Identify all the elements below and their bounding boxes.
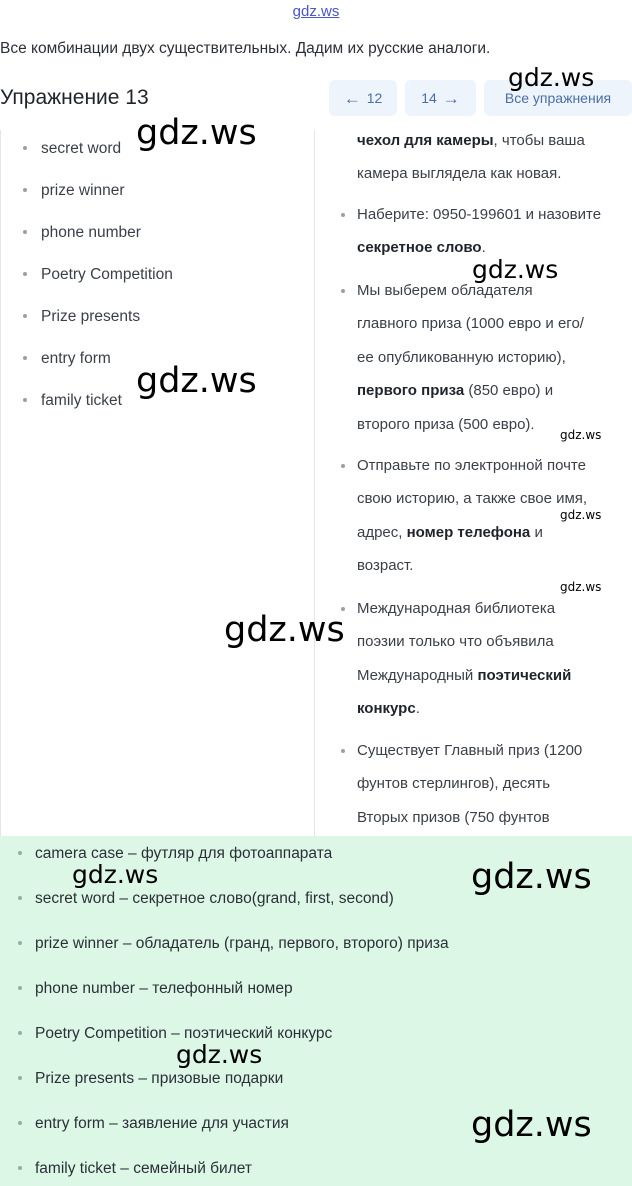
watermark: gdz.ws	[472, 255, 559, 284]
paragraph: Существует Главный приз (1200 фунтов стерлингов), десять Вторых призов (750 фунтов	[357, 742, 583, 826]
bullet-icon	[341, 464, 345, 468]
answer-item: family ticket – семейный билет	[18, 1160, 252, 1178]
list-item: secret word	[23, 140, 121, 158]
list-item: prize winner	[23, 182, 125, 200]
prev-exercise-label: 12	[366, 90, 383, 106]
page-title: Упражнение 13	[0, 86, 149, 109]
watermark: gdz.ws	[136, 361, 257, 401]
watermark: gdz.ws	[224, 610, 345, 650]
watermark: gdz.ws	[471, 1105, 592, 1145]
paragraph: Наберите: 0950-199601 и назовите секретное слово.	[357, 206, 602, 257]
list-item: Prize presents	[23, 308, 140, 326]
watermark: gdz.ws	[176, 1040, 263, 1069]
watermark: gdz.ws	[560, 508, 602, 522]
bullet-icon	[341, 213, 345, 217]
terms-column	[0, 130, 315, 836]
prev-exercise-button[interactable]	[329, 80, 397, 116]
paragraph: Международная библиотека поэзии только что объявила Международный поэтический конкурс.	[357, 600, 572, 718]
list-item: entry form	[23, 350, 111, 368]
arrow-right-icon: →	[442, 88, 460, 108]
answer-item: prize winner – обладатель (гранд, первого, второго) приза	[18, 935, 449, 953]
all-exercises-label: Все упражнения	[504, 90, 612, 106]
site-logo-link[interactable]: gdz.ws	[292, 3, 340, 20]
watermark: gdz.ws	[471, 857, 592, 897]
next-exercise-button[interactable]	[405, 80, 476, 116]
bullet-icon	[341, 289, 345, 293]
watermark: gdz.ws	[136, 113, 257, 153]
list-item: family ticket	[23, 392, 122, 410]
text-column	[316, 130, 632, 836]
watermark: gdz.ws	[72, 860, 159, 889]
list-item: phone number	[23, 224, 141, 242]
arrow-left-icon: ←	[343, 88, 361, 108]
watermark: gdz.ws	[508, 63, 595, 92]
next-exercise-label: 14	[421, 90, 437, 106]
list-item: Poetry Competition	[23, 266, 173, 284]
answer-item: Prize presents – призовые подарки	[18, 1070, 283, 1088]
answer-item: entry form – заявление для участия	[18, 1115, 289, 1133]
paragraph: Мы выберем обладателя главного приза (1000 евро и его/ ее опубликованную историю), первого приза (850 евро) и второго приза (500 евро).	[357, 282, 584, 433]
answer-item: camera case – футляр для фотоаппарата	[18, 845, 332, 863]
watermark: gdz.ws	[560, 428, 602, 442]
paragraph: чехол для камеры, чтобы ваша камера выглядела как новая.	[357, 132, 585, 183]
watermark: gdz.ws	[560, 580, 602, 594]
exercise-intro: Все комбинации двух существительных. Дадим их русские аналоги.	[0, 40, 491, 57]
answer-item: phone number – телефонный номер	[18, 980, 293, 998]
bullet-icon	[341, 749, 345, 753]
answer-item: secret word – секретное слово(grand, first, second)	[18, 890, 394, 908]
paragraph: Отправьте по электронной почте свою историю, а также свое имя, адрес, номер телефона и возраст.	[357, 457, 588, 575]
task-panel	[0, 130, 632, 836]
answer-item: Poetry Competition – поэтический конкурс	[18, 1025, 332, 1043]
